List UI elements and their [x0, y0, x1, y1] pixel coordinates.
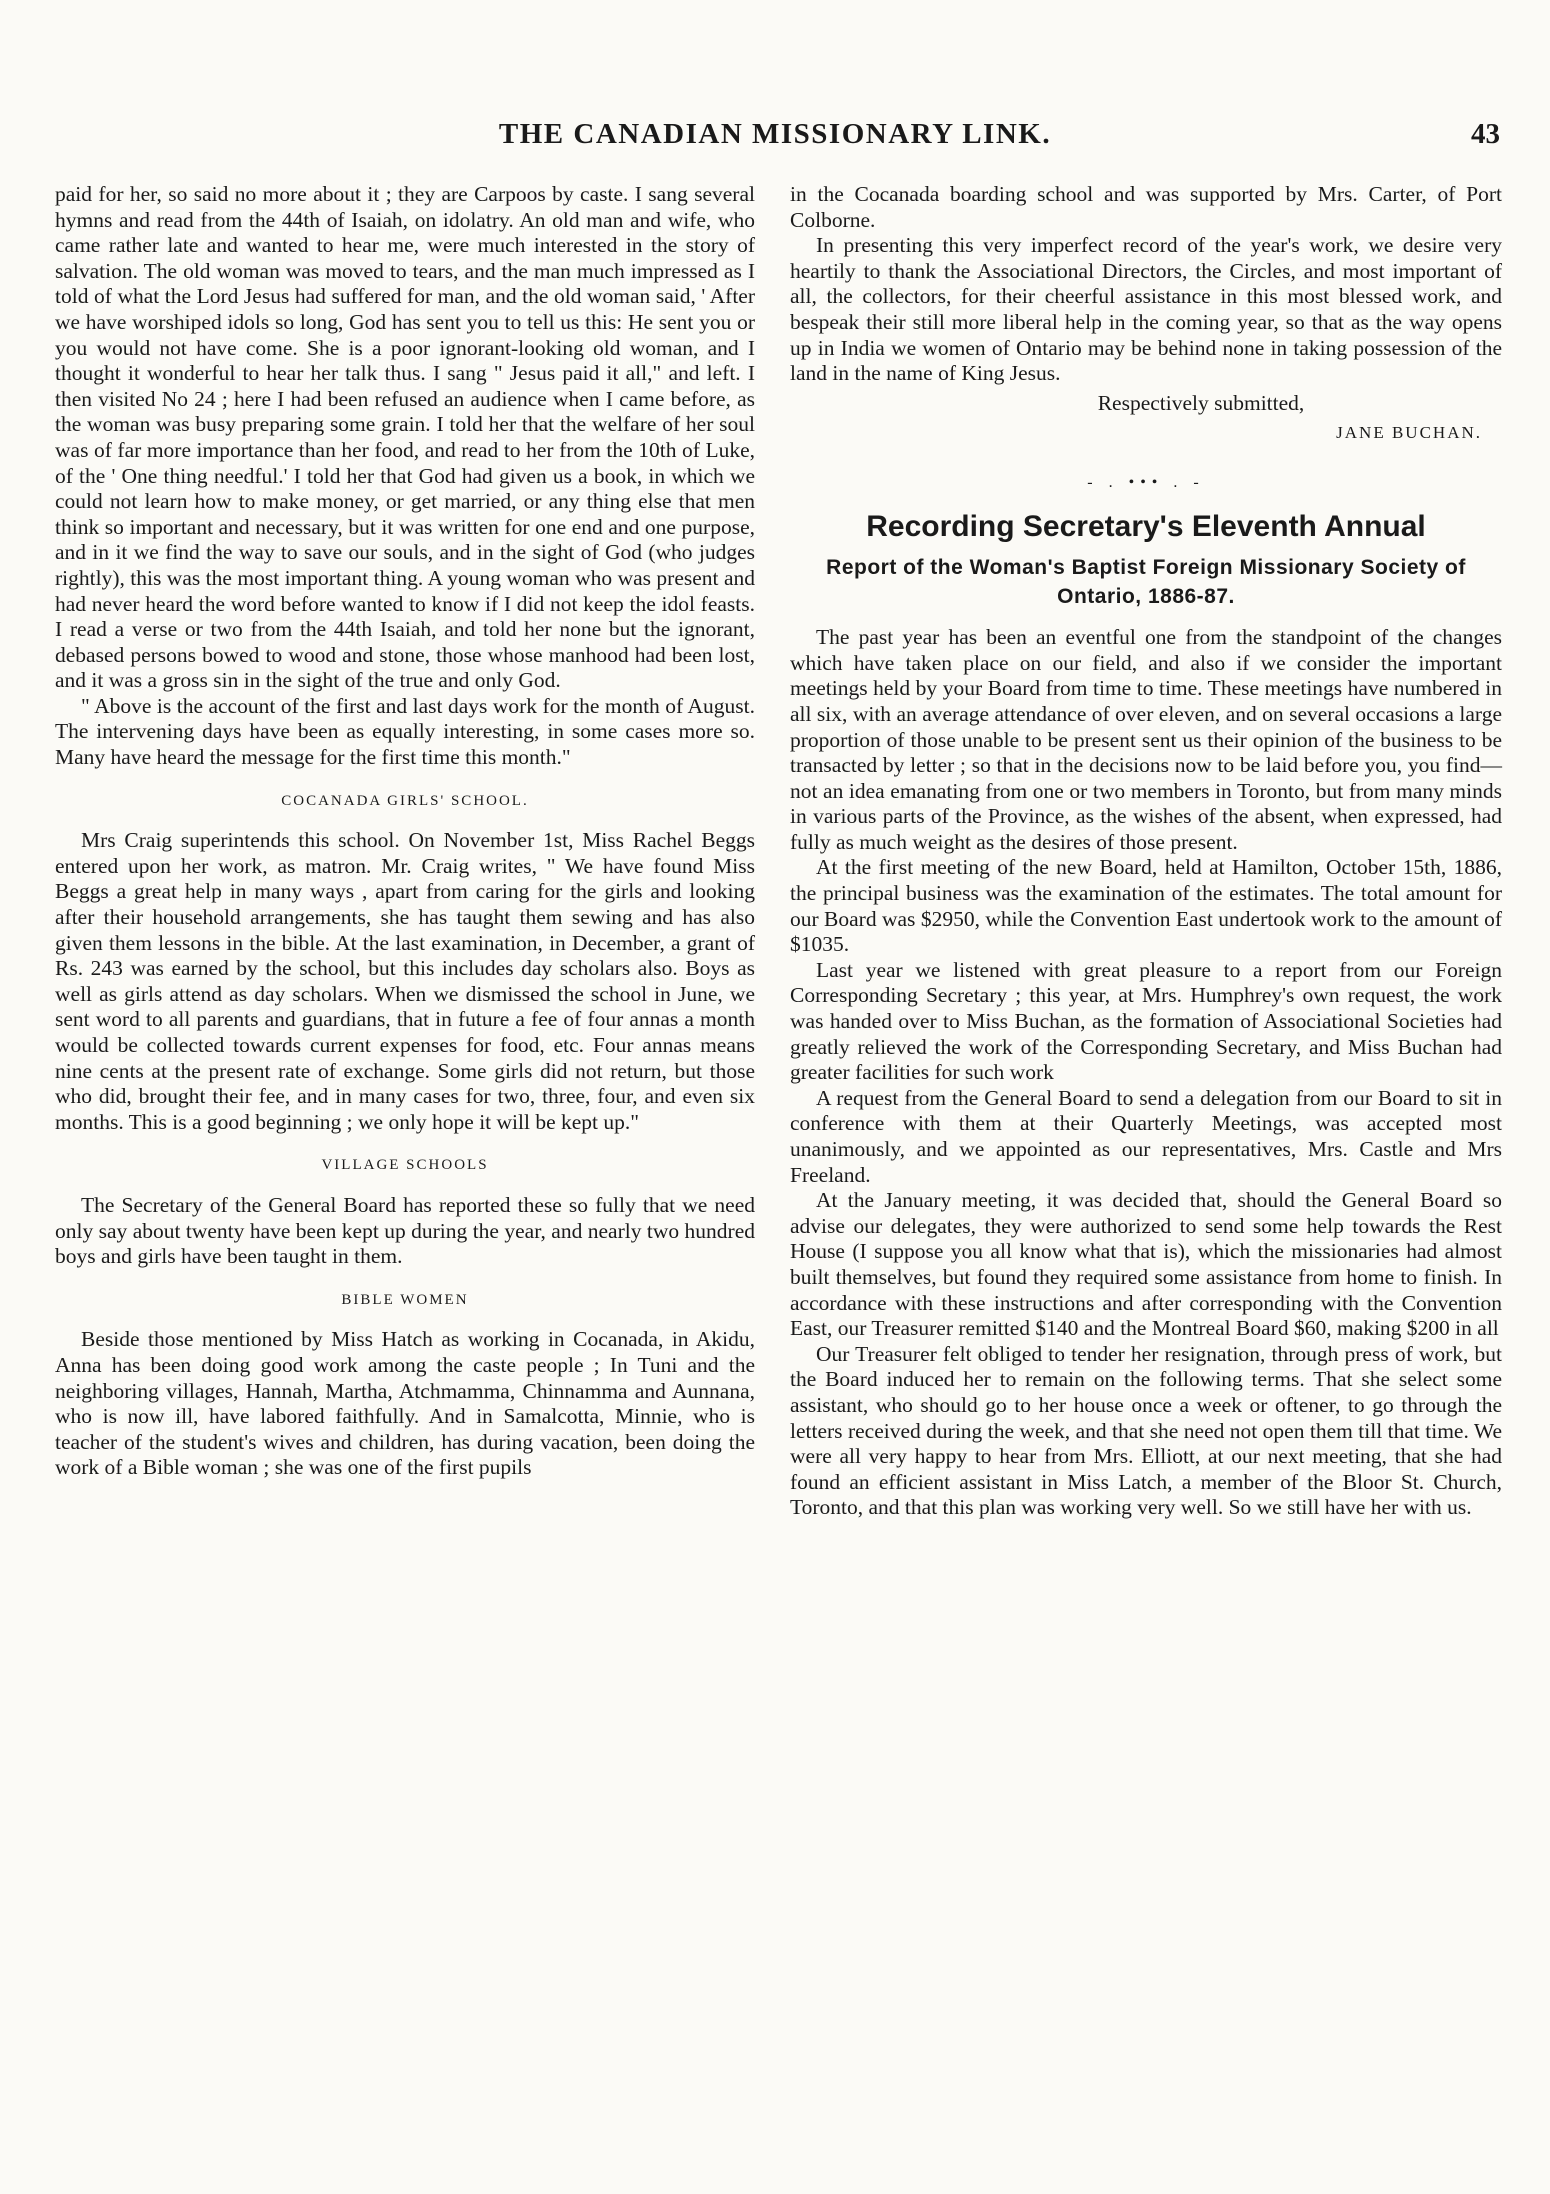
journal-title: THE CANADIAN MISSIONARY LINK. — [498, 118, 1052, 150]
paragraph: " Above is the account of the first and last days work for the month of August. The intervening days have been as equally interesting, in some cases more so. Many have heard the message for the first time this month." — [55, 693, 755, 770]
page-number: 43 — [1471, 118, 1500, 150]
right-column — [790, 182, 1502, 1521]
section-heading-bible-women: BIBLE WOMEN — [341, 1291, 469, 1308]
closing-line: Respectively submitted, — [1097, 390, 1305, 415]
paragraph: Beside those mentioned by Miss Hatch as working in Cocanada, in Akidu, Anna has been doing good work among the caste people ; In Tuni and the neighboring villages, Hannah, Martha, Atchmamma, Chinnamma and Aunnana, who is now ill, have labored faithfully. And in Samalcotta, Minnie, who is teacher of the student's wives and children, has during vacation, been doing the work of a Bible woman ; she was one of the first pupils — [55, 1327, 755, 1480]
page-header — [40, 118, 1510, 158]
paragraph: The past year has been an eventful one from the standpoint of the changes which have taken place on our field, and also if we consider the important meetings held by your Board from time to time. These meetings have numbered in all six, with an average attendance of over eleven, and on several occasions a large proportion of those unable to be present sent us their opinion of the business to be transacted by letter ; so that in the decisions now to be laid before you, you find—not an idea emanating from one or two members in Toronto, but from many minds in various parts of the Province, as the wishes of the absent, when expressed, had fully as much weight as the desires of those present. — [790, 625, 1502, 854]
left-column — [55, 182, 755, 1481]
paragraph: A request from the General Board to send a delegation from our Board to sit in conference with them at their Quarterly Meetings, was accepted most unanimously, and we appointed as our representatives, Mrs. Castle and Mrs Freeland. — [790, 1085, 1502, 1187]
section-heading-village-schools: VILLAGE SCHOOLS — [321, 1157, 489, 1174]
report-body — [790, 625, 1502, 1521]
paragraph: Our Treasurer felt obliged to tender her resignation, through press of work, but the Board induced her to remain on the following terms. That she select some assistant, who should go to her house once a week or oftener, to go through the letters received during the week, and that she need not open them till that time. We were all very happy to hear from Mrs. Elliott, at our next meeting, that she had found an efficient assistant in Miss Latch, a member of the Bloor St. Church, Toronto, and that this plan was working very well. So we still have her with us. — [790, 1341, 1502, 1520]
signature: JANE BUCHAN. — [1336, 423, 1482, 443]
paragraph: At the January meeting, it was decided that, should the General Board so advise our delegates, they were authorized to send some help towards the Rest House (I suppose you all know what that is), which the missionaries had almost built themselves, but found they required some assistance from home to finish. In accordance with these instructions and after corresponding with the Convention East, our Treasurer remitted $140 and the Montreal Board $60, making $200 in all — [790, 1188, 1502, 1341]
ornament-divider: - . ••• . - — [1087, 473, 1205, 491]
paragraph: At the first meeting of the new Board, held at Hamilton, October 15th, 1886, the principal business was the examination of the estimates. The total amount for our Board was $2950, while the Convention East undertook work to the amount of $1035. — [790, 855, 1502, 957]
section-heading-girls-school: COCANADA GIRLS' SCHOOL. — [281, 792, 529, 809]
paragraph: In presenting this very imperfect record of the year's work, we desire very heartily to thank the Associational Directors, the Circles, and most important of all, the collectors, for their cheerful assistance in this most blessed work, and bespeak their still more liberal help in the coming year, so that as the way opens up in India we women of Ontario may be behind none in taking possession of the land in the name of King Jesus. — [790, 233, 1502, 386]
paragraph: Mrs Craig superintends this school. On November 1st, Miss Rachel Beggs entered upon her work, as matron. Mr. Craig writes, " We have found Miss Beggs a great help in many ways , apart from caring for the girls and looking after their household arrangements, she has taught them sewing and has also given them lessons in the bible. At the last examination, in December, a grant of Rs. 243 was earned by the school, but this includes day scholars also. Boys as well as girls attend as day scholars. When we dismissed the school in June, we sent word to all parents and guardians, that in future a fee of four annas a month would be collected towards current expenses for food, etc. Four annas means nine cents at the present rate of exchange. Some girls did not return, but those who did, brought their fee, and in many cases for two, three, four, and even six months. This is a good beginning ; we only hope it will be kept up." — [55, 828, 755, 1134]
paragraph: The Secretary of the General Board has reported these so fully that we need only say about twenty have been kept up during the year, and nearly two hundred boys and girls have been taught in them. — [55, 1192, 755, 1269]
paragraph: Last year we listened with great pleasure to a report from our Foreign Corresponding Secretary ; this year, at Mrs. Humphrey's own request, the work was handed over to Miss Buchan, as the formation of Associational Societies had greatly relieved the work of the Corresponding Secretary, and Miss Buchan had greater facilities for such work — [790, 957, 1502, 1085]
paragraph: paid for her, so said no more about it ; they are Carpoos by caste. I sang several hymns and read from the 44th of Isaiah, on idolatry. An old man and wife, who came rather late and wanted to hear me, were much interested in the story of salvation. The old woman was moved to tears, and the man much impressed as I told of what the Lord Jesus had suffered for man, and the old woman said, ' After we have worshiped idols so long, God has sent you to tell us this: He sent you or you would not have come. She is a poor ignorant-looking old woman, and I thought it wonderful to hear her talk thus. I sang " Jesus paid it all," and left. I then visited No 24 ; here I had been refused an audience when I came before, as the woman was busy preparing some grain. I told her that the welfare of her soul was of far more importance than her food, and read to her from the 10th of Luke, of the ' One thing needful.' I told her that God had given us a book, in which we could not learn how to make money, or get married, or any thing else that men think so important and necessary, but it was written for one end and one purpose, and in it we find the way to save our souls, and in the sight of God (who judges rightly), this was the most important thing. A young woman who was present and had never heard the word before wanted to know if I did not keep the idol feasts. I read a verse or two from the 44th Isaiah, and told her none but the ignorant, debased persons bowed to wood and stone, those whose manhood had been lost, and it was a gross sin in the sight of the true and only God. — [55, 182, 755, 693]
report-title: Recording Secretary's Eleventh Annual — [866, 509, 1426, 543]
report-subtitle: Report of the Woman's Baptist Foreign Missionary Society of Ontario, 1886-87. — [826, 556, 1466, 609]
paragraph: in the Cocanada boarding school and was supported by Mrs. Carter, of Port Colborne. — [790, 182, 1502, 232]
